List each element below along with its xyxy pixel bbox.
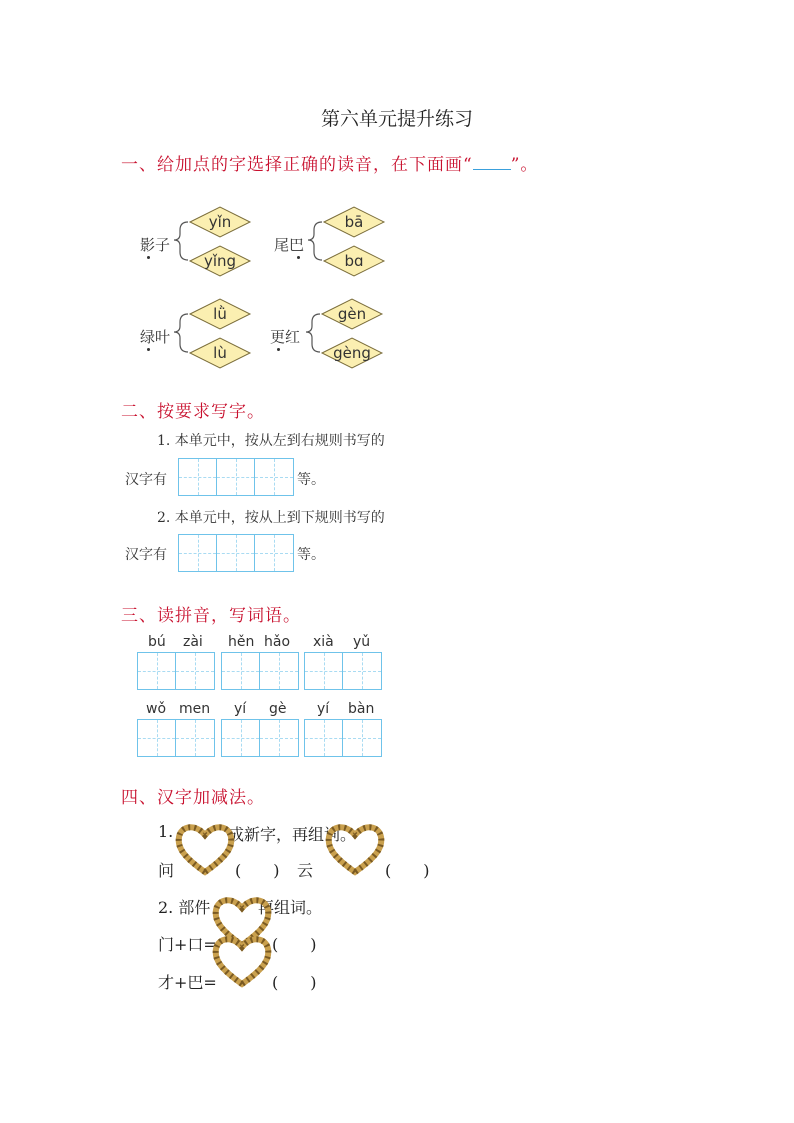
grid-cell[interactable]	[138, 720, 176, 756]
word-lvye: 绿叶	[140, 328, 171, 346]
equation-cai-ba: 才+巴=	[158, 973, 217, 992]
grid-cell[interactable]	[222, 653, 260, 689]
brace-icon	[174, 314, 188, 352]
option-text: yǐn	[208, 213, 232, 231]
choice-group-yingzi	[170, 200, 260, 280]
pinyin-label: xià	[313, 634, 334, 650]
grid-cell[interactable]	[179, 459, 217, 495]
brace-icon	[306, 314, 320, 352]
question-4-2-instruction-b: 再组词。	[258, 898, 323, 917]
question-4-2-instruction-a: 2. 部件	[158, 898, 211, 917]
answer-suffix: 等。	[297, 472, 325, 488]
grid-cell[interactable]	[176, 720, 214, 756]
section-1-heading-end: ”。	[510, 155, 539, 175]
word-genghong: 更红	[270, 328, 301, 346]
pinyin-grid[interactable]	[221, 719, 299, 757]
answer-parens[interactable]: ( )	[272, 973, 317, 992]
question-4-1-instruction: 成新字，再组词。	[228, 825, 357, 844]
rope-heart-icon	[173, 820, 237, 878]
grid-cell[interactable]	[255, 535, 293, 571]
option-text: lǜ	[213, 305, 227, 323]
grid-cell[interactable]	[217, 535, 255, 571]
pinyin-label: bàn	[348, 701, 375, 717]
section-4-heading: 四、汉字加减法。	[121, 788, 265, 808]
section-2-heading: 二、按要求写字。	[121, 402, 265, 422]
pinyin-label: yí	[317, 701, 330, 717]
section-1-heading-text: 一、给加点的字选择正确的读音，在下面画“	[121, 155, 473, 175]
pinyin-grid[interactable]	[304, 652, 382, 690]
pinyin-grid[interactable]	[137, 652, 215, 690]
grid-cell[interactable]	[260, 720, 298, 756]
pinyin-label: hěn	[228, 634, 255, 650]
answer-parens[interactable]: ( )	[235, 861, 280, 880]
answer-suffix: 等。	[297, 547, 325, 563]
writing-grid-2[interactable]	[178, 534, 294, 572]
section-2-question-2: 2. 本单元中，按从上到下规则书写的	[157, 510, 385, 526]
writing-grid-1[interactable]	[178, 458, 294, 496]
rope-heart-icon	[323, 820, 387, 878]
pinyin-label: men	[179, 701, 211, 717]
answer-underline-sample	[473, 155, 511, 170]
grid-cell[interactable]	[217, 459, 255, 495]
option-text: gèng	[333, 344, 371, 362]
grid-cell[interactable]	[138, 653, 176, 689]
pinyin-label: hǎo	[264, 634, 291, 650]
pinyin-grid[interactable]	[304, 719, 382, 757]
grid-cell[interactable]	[305, 653, 343, 689]
answer-parens[interactable]: ( )	[272, 935, 317, 954]
choice-group-lvye	[170, 292, 260, 372]
char-wen: 问	[158, 861, 175, 880]
grid-cell[interactable]	[343, 653, 381, 689]
pinyin-label: yǔ	[353, 634, 371, 650]
option-text: bā	[344, 213, 364, 231]
brace-icon	[174, 222, 188, 260]
grid-cell[interactable]	[260, 653, 298, 689]
pinyin-grid[interactable]	[221, 652, 299, 690]
question-4-1-number: 1.	[158, 822, 174, 841]
grid-cell[interactable]	[343, 720, 381, 756]
answer-prefix: 汉字有	[125, 472, 167, 488]
page-title: 第六单元提升练习	[320, 108, 473, 130]
choice-group-genghong	[302, 292, 392, 372]
equation-men-kou: 门+口=	[158, 935, 217, 954]
emphasis-dot	[147, 348, 150, 351]
brace-icon	[308, 222, 322, 260]
rope-heart-icon	[210, 932, 274, 990]
emphasis-dot	[147, 256, 150, 259]
section-2-question-1: 1. 本单元中，按从左到右规则书写的	[157, 433, 385, 449]
pinyin-label: wǒ	[146, 701, 167, 717]
answer-parens[interactable]: ( )	[385, 861, 430, 880]
option-text: yǐng	[203, 252, 237, 270]
word-yingzi: 影子	[140, 236, 171, 254]
section-3-heading: 三、读拼音，写词语。	[121, 606, 301, 626]
emphasis-dot	[297, 256, 300, 259]
pinyin-label: bú	[148, 634, 166, 650]
char-yun: 云	[297, 861, 314, 880]
pinyin-label: gè	[269, 701, 287, 717]
option-text: bɑ	[344, 252, 364, 270]
pinyin-label: zài	[183, 634, 203, 650]
word-weiba: 尾巴	[274, 236, 305, 254]
section-1-heading	[121, 150, 538, 175]
grid-cell[interactable]	[179, 535, 217, 571]
pinyin-grid[interactable]	[137, 719, 215, 757]
option-text: gèn	[337, 305, 367, 323]
option-text: lù	[213, 344, 227, 362]
pinyin-label: yí	[234, 701, 247, 717]
grid-cell[interactable]	[255, 459, 293, 495]
grid-cell[interactable]	[176, 653, 214, 689]
grid-cell[interactable]	[222, 720, 260, 756]
grid-cell[interactable]	[305, 720, 343, 756]
answer-prefix: 汉字有	[125, 547, 167, 563]
emphasis-dot	[277, 348, 280, 351]
choice-group-weiba	[304, 200, 394, 280]
